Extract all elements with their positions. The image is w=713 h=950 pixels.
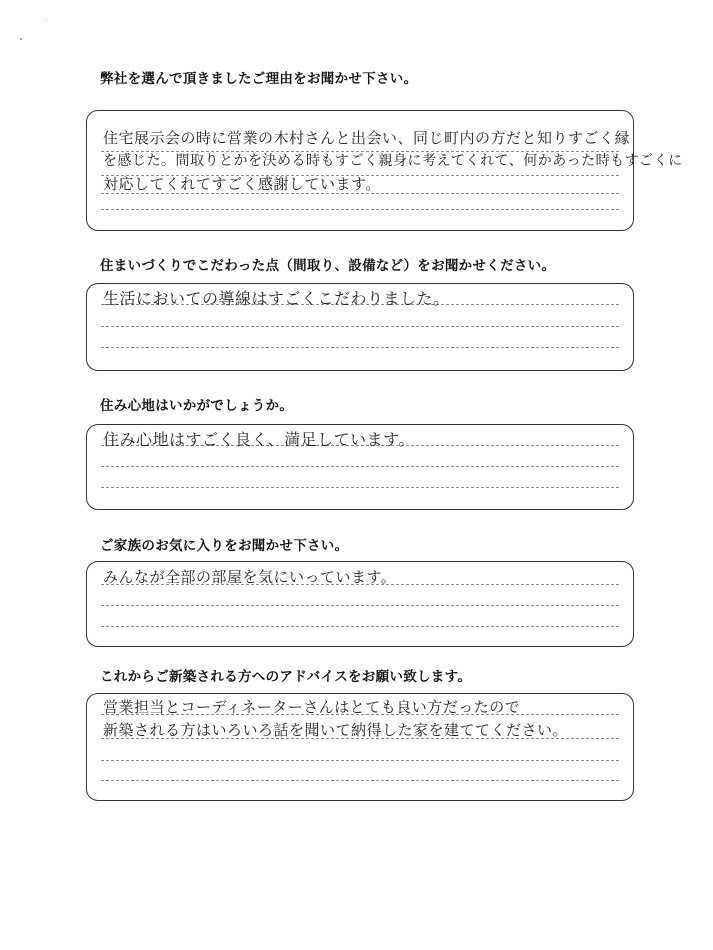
answer-rule [101,760,619,761]
answer-box-1 [86,110,683,231]
answer-rule [101,605,619,606]
handwritten-answer-line: 営業担当とコーディネーターさんはとても良い方だったので [103,698,521,716]
answer-rule [101,326,619,327]
handwritten-answer-line: 住宅展示会の時に営業の木村さんと出会い、同じ町内の方だと知りすごく縁 [103,129,631,147]
handwritten-answer-line: 対応してくれてすごく感謝しています。 [103,175,381,193]
answer-box-5 [86,693,634,801]
handwritten-answer-line: 住み心地はすごく良く、満足しています。 [103,430,415,449]
scan-speck [20,38,22,40]
handwritten-answer-line: を感じた。間取りとかを決める時もすごく親身に考えてくれて、何かあった時もすごくに [103,153,683,169]
answer-rule [101,466,619,467]
answer-box-3 [86,424,634,510]
question-label-2: 住まいづくりでこだわった点（間取り、設備など）をお聞かせください。 [100,258,556,274]
answer-rule [101,487,619,488]
answer-rule [101,780,619,781]
handwritten-answer-line: 生活においての導線はすごくこだわりました。 [103,289,450,308]
handwritten-answer-line: 新築される方はいろいろ話を聞いて納得した家を建ててください。 [103,721,569,739]
answer-rule [101,347,619,348]
answer-rule [101,626,619,627]
question-label-4: ご家族のお気に入りをお聞かせ下さい。 [100,538,349,554]
question-label-3: 住み心地はいかがでしょうか。 [100,398,294,414]
question-label-5: これからご新築される方へのアドバイスをお願い致します。 [100,669,472,685]
scan-speck [46,20,47,21]
answer-rule [101,209,619,210]
answer-box-2 [86,283,634,371]
handwritten-answer-line: みんなが全部の部屋を気にいっています。 [103,568,397,586]
answer-box-4 [86,561,634,647]
question-label-1: 弊社を選んで頂きましたご理由をお聞かせ下さい。 [100,71,418,87]
